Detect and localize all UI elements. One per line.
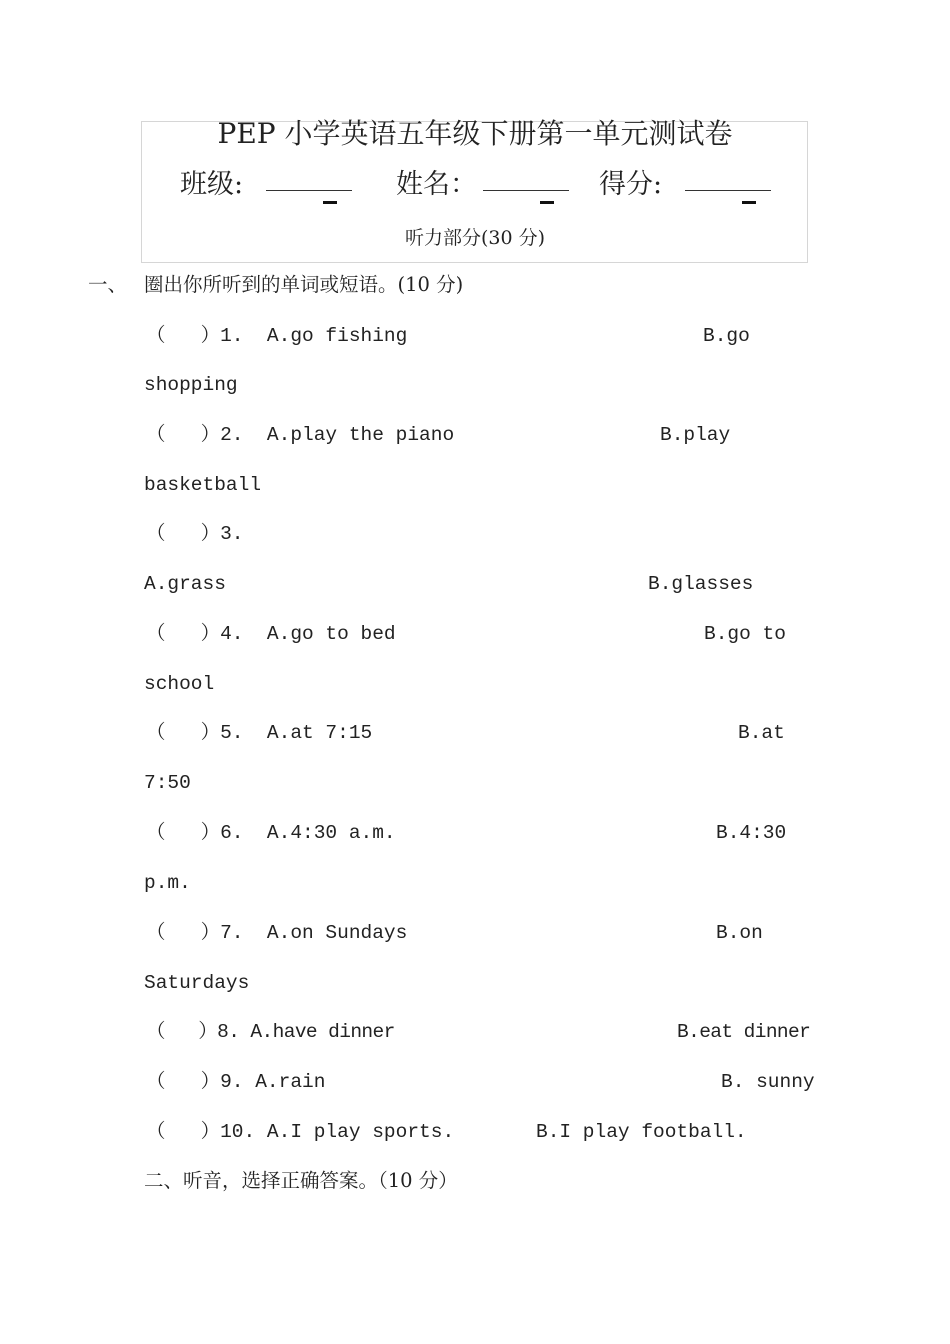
question-2-option-b: B.play: [660, 424, 731, 446]
question-9-option-b: B. sunny: [721, 1071, 815, 1093]
question-8-stem: （ ）8. A.have dinner: [146, 1021, 395, 1043]
question-7-option-b-wrap: Saturdays: [144, 972, 250, 994]
score-label: 得分:: [599, 169, 663, 200]
score-blank[interactable]: [685, 190, 771, 191]
question-4-stem: （ ）4. A.go to bed: [146, 623, 396, 645]
question-6-option-b-wrap: p.m.: [144, 872, 191, 894]
question-5-stem: （ ）5. A.at 7:15: [146, 722, 373, 744]
question-4-option-b-wrap: school: [144, 673, 215, 695]
question-3-stem: （ ）3.: [146, 523, 244, 545]
section1-instruction: 圈出你所听到的单词或短语。(10 分): [144, 273, 464, 296]
name-blank-mark: [540, 201, 554, 204]
class-blank[interactable]: [266, 190, 352, 191]
question-10-stem: （ ）10. A.I play sports.: [146, 1121, 455, 1143]
name-label: 姓名：: [396, 169, 477, 200]
listening-part-heading: 听力部分(30 分): [404, 227, 546, 249]
question-3-option-b: B.glasses: [648, 573, 754, 595]
class-label: 班级:: [180, 169, 244, 200]
question-5-option-b-wrap: 7:50: [144, 772, 191, 794]
section2-instruction: 二、听音，选择正确答案。（10 分）: [144, 1169, 458, 1192]
section1-number: 一、: [88, 273, 128, 296]
question-4-option-b: B.go to: [704, 623, 786, 645]
question-7-option-b: B.on: [716, 922, 763, 944]
question-2-stem: （ ）2. A.play the piano: [146, 424, 455, 446]
question-6-option-b: B.4:30: [716, 822, 787, 844]
question-1-stem: （ ）1. A.go fishing: [146, 325, 408, 347]
question-7-stem: （ ）7. A.on Sundays: [146, 922, 408, 944]
question-5-option-b: B.at: [738, 722, 785, 744]
question-10-option-b: B.I play football.: [536, 1121, 747, 1143]
class-blank-mark: [323, 201, 337, 204]
page-title: PEP 小学英语五年级下册第一单元测试卷: [217, 117, 733, 150]
question-2-option-b-wrap: basketball: [144, 474, 262, 496]
question-6-stem: （ ）6. A.4:30 a.m.: [146, 822, 396, 844]
score-blank-mark: [742, 201, 756, 204]
question-1-option-b-wrap: shopping: [144, 374, 238, 396]
question-1-option-b: B.go: [703, 325, 750, 347]
name-blank[interactable]: [483, 190, 569, 191]
question-9-stem: （ ）9. A.rain: [146, 1071, 326, 1093]
question-3-option-a: A.grass: [144, 573, 226, 595]
question-8-option-b: B.eat dinner: [677, 1021, 811, 1043]
